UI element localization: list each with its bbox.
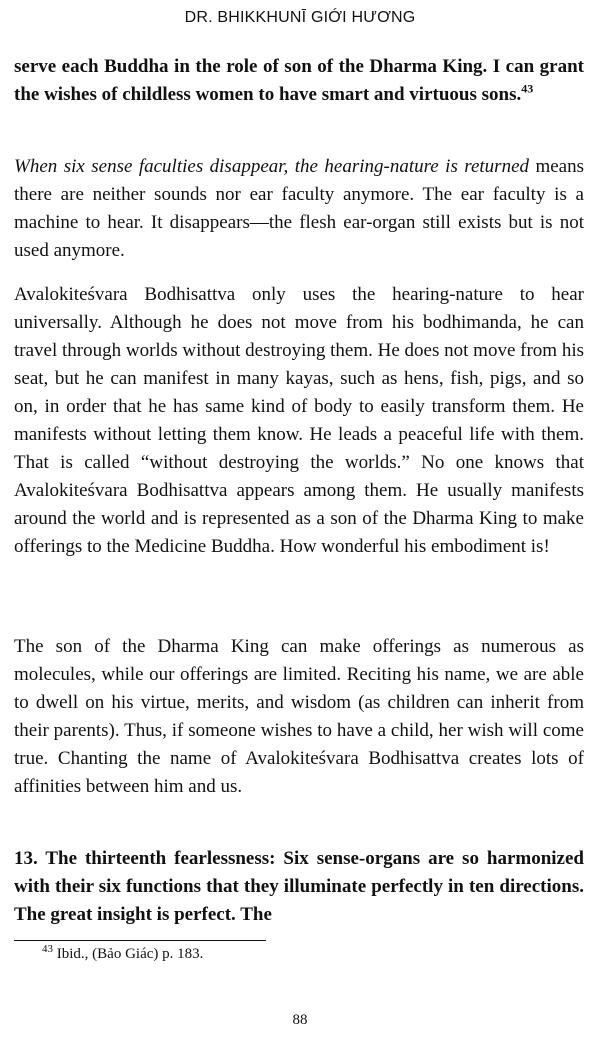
running-header: DR. BHIKKHUNĪ GIỚI HƯƠNG — [184, 9, 416, 26]
paragraph-text: serve each Buddha in the role of son of the Dharma King. I can grant the wishes of childless women to have smart and virtuous sons. — [14, 56, 584, 105]
footnote-number: 43 — [42, 943, 53, 955]
paragraph-text: Avalokiteśvara Bodhisattva only uses the hearing-nature to hear universally. Although he does not move from his bodhimanda, he can travel through worlds without destroying them. He does not move from his seat, but he can manifest in many kayas, such as hens, fish, pigs, and so on, in order that he has same kind of body to easily transform them. He manifests without letting them know. He leads a peaceful life with them. That is called “without destroying the worlds.” No one knows that Avalokiteśvara Bodhisattva appears among them. He usually manifests around the world and is represented as a son of the Dharma King to make offerings to the Medicine Buddha. How wonderful his embodiment is! — [14, 284, 584, 557]
page-number: 88 — [292, 1012, 308, 1028]
paragraph-text: The son of the Dharma King can make offerings as numerous as molecules, while our offerings are limited. Reciting his name, we are able to dwell on his virtue, merits, and wisdom (as children can inherit from their parents). Thus, if someone wishes to have a child, her wish will come true. Chanting the name of Avalokiteśvara Bodhisattva creates lots of affinities between him and us. — [14, 636, 584, 797]
section-heading-thirteenth-fearlessness — [14, 845, 584, 929]
paragraph-text: means there are neither sounds nor ear faculty anymore. The ear faculty is a machine to hear. It disappears—the flesh ear-organ still exists but is not used anymore. — [14, 156, 584, 261]
footnote — [42, 944, 203, 964]
italic-quote: When six sense faculties disappear, the hearing-nature is returned — [14, 156, 530, 177]
footnote-reference: 43 — [521, 81, 534, 96]
footnote-text: Ibid., (Bảo Giác) p. 183. — [53, 946, 204, 962]
paragraph-text: 13. The thirteenth fearlessness: Six sense-organs are so harmonized with their six functions that they illuminate perfectly in ten directions. The great insight is perfect. The — [14, 848, 584, 925]
paragraph-offerings — [14, 633, 584, 801]
bold-paragraph-continuation — [14, 53, 584, 109]
paragraph-avalokitesvara — [14, 281, 584, 561]
paragraph-hearing-nature — [14, 153, 584, 265]
footnote-divider — [14, 940, 266, 941]
